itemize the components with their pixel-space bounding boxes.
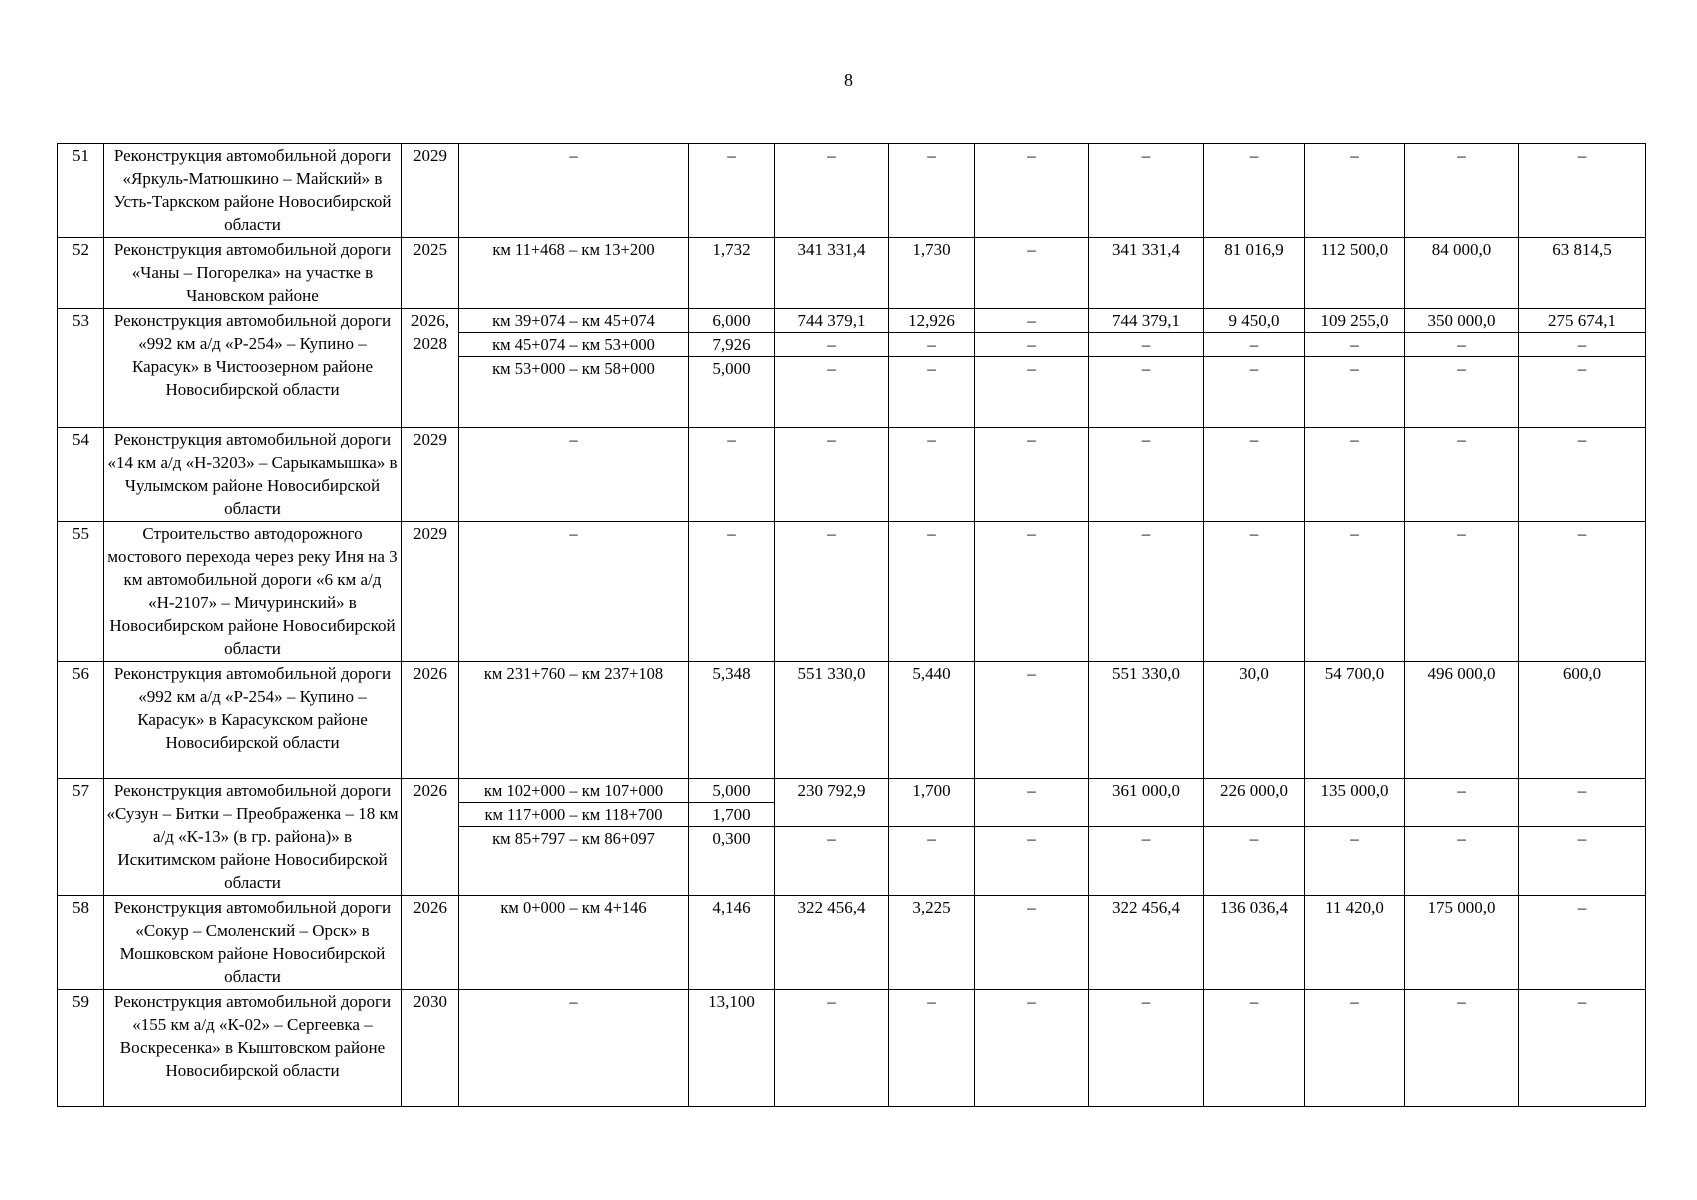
value-cell: –: [975, 779, 1089, 827]
project-name: Реконструкция автомобильной дороги «Чаны – Погорелка» на участке в Чановском районе: [104, 238, 402, 309]
row-number: 52: [58, 238, 104, 309]
value-cell: 135 000,0: [1305, 779, 1405, 827]
project-name: Строительство автодорожного мостового перехода через реку Иня на 3 км автомобильной дороги «6 км а/д «Н-2107» – Мичуринский» в Новосибирском районе Новосибирской области: [104, 522, 402, 662]
value-cell: 322 456,4: [1089, 896, 1204, 990]
value-cell: 109 255,0: [1305, 309, 1405, 333]
project-name: Реконструкция автомобильной дороги «Сокур – Смоленский – Орск» в Мошковском районе Новосибирской области: [104, 896, 402, 990]
project-name: Реконструкция автомобильной дороги «155 км а/д «К-02» – Сергеевка – Воскресенка» в Кыштовском районе Новосибирской области: [104, 990, 402, 1107]
road-segment: [459, 779, 689, 827]
value-cell: 341 331,4: [1089, 238, 1204, 309]
value-cell: –: [1405, 144, 1519, 238]
table-row: [58, 990, 1646, 1107]
road-segment: –: [459, 144, 689, 238]
table-row: [58, 522, 1646, 662]
road-segment: км 231+760 – км 237+108: [459, 662, 689, 779]
value-cell: –: [1089, 522, 1204, 662]
table-row: [58, 779, 1646, 827]
value-cell: –: [975, 428, 1089, 522]
cost-value: –: [775, 827, 889, 896]
value-cell: 744 379,1: [1089, 309, 1204, 333]
value-cell: –: [1519, 522, 1646, 662]
value-cell: 136 036,4: [1204, 896, 1305, 990]
value-cell: –: [1305, 522, 1405, 662]
road-segment: км 0+000 – км 4+146: [459, 896, 689, 990]
table-row: [58, 238, 1646, 309]
project-name: Реконструкция автомобильной дороги «Сузун – Битки – Преображенка – 18 км а/д «К-13» (в гр. района)» в Искитимском районе Новосибирской области: [104, 779, 402, 896]
value-cell: –: [1519, 333, 1646, 357]
project-year: 2029: [402, 428, 459, 522]
table-row: [58, 144, 1646, 238]
project-year: 2025: [402, 238, 459, 309]
value-cell: –: [889, 522, 975, 662]
value-cell: –: [975, 238, 1089, 309]
value-cell: –: [975, 990, 1089, 1107]
segment-length: 5,000: [689, 357, 775, 428]
value-cell: 54 700,0: [1305, 662, 1405, 779]
road-segment-line: км 117+000 – км 118+700: [484, 805, 663, 824]
value-cell: 112 500,0: [1305, 238, 1405, 309]
page-number: 8: [844, 70, 853, 90]
cost-value: 341 331,4: [775, 238, 889, 309]
value-cell: –: [1405, 779, 1519, 827]
cost-value: 322 456,4: [775, 896, 889, 990]
value-cell: –: [1405, 522, 1519, 662]
value-cell: 496 000,0: [1405, 662, 1519, 779]
project-year: 2029: [402, 522, 459, 662]
value-cell: –: [1405, 827, 1519, 896]
row-number: 53: [58, 309, 104, 428]
value-cell: –: [1204, 522, 1305, 662]
value-cell: 9 450,0: [1204, 309, 1305, 333]
value-cell: 11 420,0: [1305, 896, 1405, 990]
row-number: 59: [58, 990, 104, 1107]
table-row: [58, 662, 1646, 779]
value-cell: –: [889, 333, 975, 357]
row-number: 54: [58, 428, 104, 522]
segment-length: –: [689, 428, 775, 522]
value-cell: –: [1204, 357, 1305, 428]
value-cell: –: [975, 827, 1089, 896]
value-cell: –: [1204, 428, 1305, 522]
segment-length: 0,300: [689, 827, 775, 896]
value-cell: 350 000,0: [1405, 309, 1519, 333]
value-cell: –: [975, 522, 1089, 662]
road-projects-table: [57, 143, 1646, 1107]
value-cell: –: [1519, 990, 1646, 1107]
value-cell: –: [975, 333, 1089, 357]
cost-value: –: [775, 990, 889, 1107]
project-year: 2026: [402, 896, 459, 990]
row-number: 57: [58, 779, 104, 896]
segment-length-line: 5,000: [689, 779, 774, 803]
value-cell: –: [889, 357, 975, 428]
value-cell: 175 000,0: [1405, 896, 1519, 990]
value-cell: –: [975, 144, 1089, 238]
value-cell: 3,225: [889, 896, 975, 990]
value-cell: –: [1305, 144, 1405, 238]
table-row: [58, 309, 1646, 333]
value-cell: –: [889, 144, 975, 238]
value-cell: –: [1405, 333, 1519, 357]
value-cell: –: [1305, 990, 1405, 1107]
table-row: [58, 896, 1646, 990]
value-cell: –: [889, 428, 975, 522]
row-number: 56: [58, 662, 104, 779]
road-segment: –: [459, 990, 689, 1107]
cost-value: 230 792,9: [775, 779, 889, 827]
cost-value: –: [775, 333, 889, 357]
project-year: 2026: [402, 779, 459, 896]
value-cell: –: [1519, 896, 1646, 990]
table-row: [58, 428, 1646, 522]
value-cell: –: [1519, 144, 1646, 238]
value-cell: –: [1089, 990, 1204, 1107]
value-cell: 63 814,5: [1519, 238, 1646, 309]
road-segment: км 85+797 – км 86+097: [459, 827, 689, 896]
value-cell: 30,0: [1204, 662, 1305, 779]
value-cell: 5,440: [889, 662, 975, 779]
value-cell: –: [1305, 333, 1405, 357]
value-cell: –: [1519, 827, 1646, 896]
project-year: 2030: [402, 990, 459, 1107]
value-cell: –: [1305, 357, 1405, 428]
project-name: Реконструкция автомобильной дороги «992 км а/д «Р-254» – Купино – Карасук» в Карасукском районе Новосибирской области: [104, 662, 402, 779]
segment-length: 5,348: [689, 662, 775, 779]
road-segment-line: км 102+000 – км 107+000: [459, 779, 688, 803]
road-segment: –: [459, 428, 689, 522]
value-cell: –: [1089, 144, 1204, 238]
value-cell: –: [1089, 428, 1204, 522]
value-cell: –: [1204, 990, 1305, 1107]
segment-length-line: 1,700: [712, 805, 751, 824]
value-cell: –: [889, 827, 975, 896]
segment-length: [689, 779, 775, 827]
value-cell: 600,0: [1519, 662, 1646, 779]
road-segment: км 53+000 – км 58+000: [459, 357, 689, 428]
value-cell: 551 330,0: [1089, 662, 1204, 779]
road-segment: –: [459, 522, 689, 662]
value-cell: –: [1204, 333, 1305, 357]
segment-length: 6,000: [689, 309, 775, 333]
value-cell: –: [1405, 357, 1519, 428]
value-cell: 361 000,0: [1089, 779, 1204, 827]
segment-length: 4,146: [689, 896, 775, 990]
row-number: 51: [58, 144, 104, 238]
value-cell: –: [1405, 990, 1519, 1107]
value-cell: 12,926: [889, 309, 975, 333]
value-cell: –: [975, 309, 1089, 333]
value-cell: –: [1089, 333, 1204, 357]
cost-value: –: [775, 428, 889, 522]
segment-length: –: [689, 522, 775, 662]
segment-length: –: [689, 144, 775, 238]
value-cell: –: [975, 662, 1089, 779]
value-cell: –: [1519, 779, 1646, 827]
project-name: Реконструкция автомобильной дороги «992 км а/д «Р-254» – Купино – Карасук» в Чистоозерном районе Новосибирской области: [104, 309, 402, 428]
segment-length: 1,732: [689, 238, 775, 309]
row-number: 55: [58, 522, 104, 662]
project-name: Реконструкция автомобильной дороги «Яркуль-Матюшкино – Майский» в Усть-Таркском районе Новосибирской области: [104, 144, 402, 238]
value-cell: –: [1519, 357, 1646, 428]
value-cell: 81 016,9: [1204, 238, 1305, 309]
value-cell: –: [889, 990, 975, 1107]
value-cell: 226 000,0: [1204, 779, 1305, 827]
road-segment: км 11+468 – км 13+200: [459, 238, 689, 309]
road-segment: км 39+074 – км 45+074: [459, 309, 689, 333]
value-cell: –: [1089, 357, 1204, 428]
project-year: 2026, 2028: [402, 309, 459, 428]
segment-length: 7,926: [689, 333, 775, 357]
cost-value: –: [775, 144, 889, 238]
value-cell: 1,700: [889, 779, 975, 827]
value-cell: –: [1204, 827, 1305, 896]
value-cell: –: [1089, 827, 1204, 896]
cost-value: –: [775, 522, 889, 662]
value-cell: –: [975, 357, 1089, 428]
project-name: Реконструкция автомобильной дороги «14 км а/д «Н-3203» – Сарыкамышка» в Чулымском районе Новосибирской области: [104, 428, 402, 522]
road-segment: км 45+074 – км 53+000: [459, 333, 689, 357]
value-cell: 1,730: [889, 238, 975, 309]
value-cell: 84 000,0: [1405, 238, 1519, 309]
cost-value: –: [775, 357, 889, 428]
value-cell: –: [1305, 428, 1405, 522]
value-cell: –: [1204, 144, 1305, 238]
value-cell: –: [1405, 428, 1519, 522]
value-cell: 275 674,1: [1519, 309, 1646, 333]
project-year: 2029: [402, 144, 459, 238]
segment-length: 13,100: [689, 990, 775, 1107]
project-year: 2026: [402, 662, 459, 779]
value-cell: –: [1305, 827, 1405, 896]
value-cell: –: [975, 896, 1089, 990]
row-number: 58: [58, 896, 104, 990]
cost-value: 551 330,0: [775, 662, 889, 779]
cost-value: 744 379,1: [775, 309, 889, 333]
value-cell: –: [1519, 428, 1646, 522]
